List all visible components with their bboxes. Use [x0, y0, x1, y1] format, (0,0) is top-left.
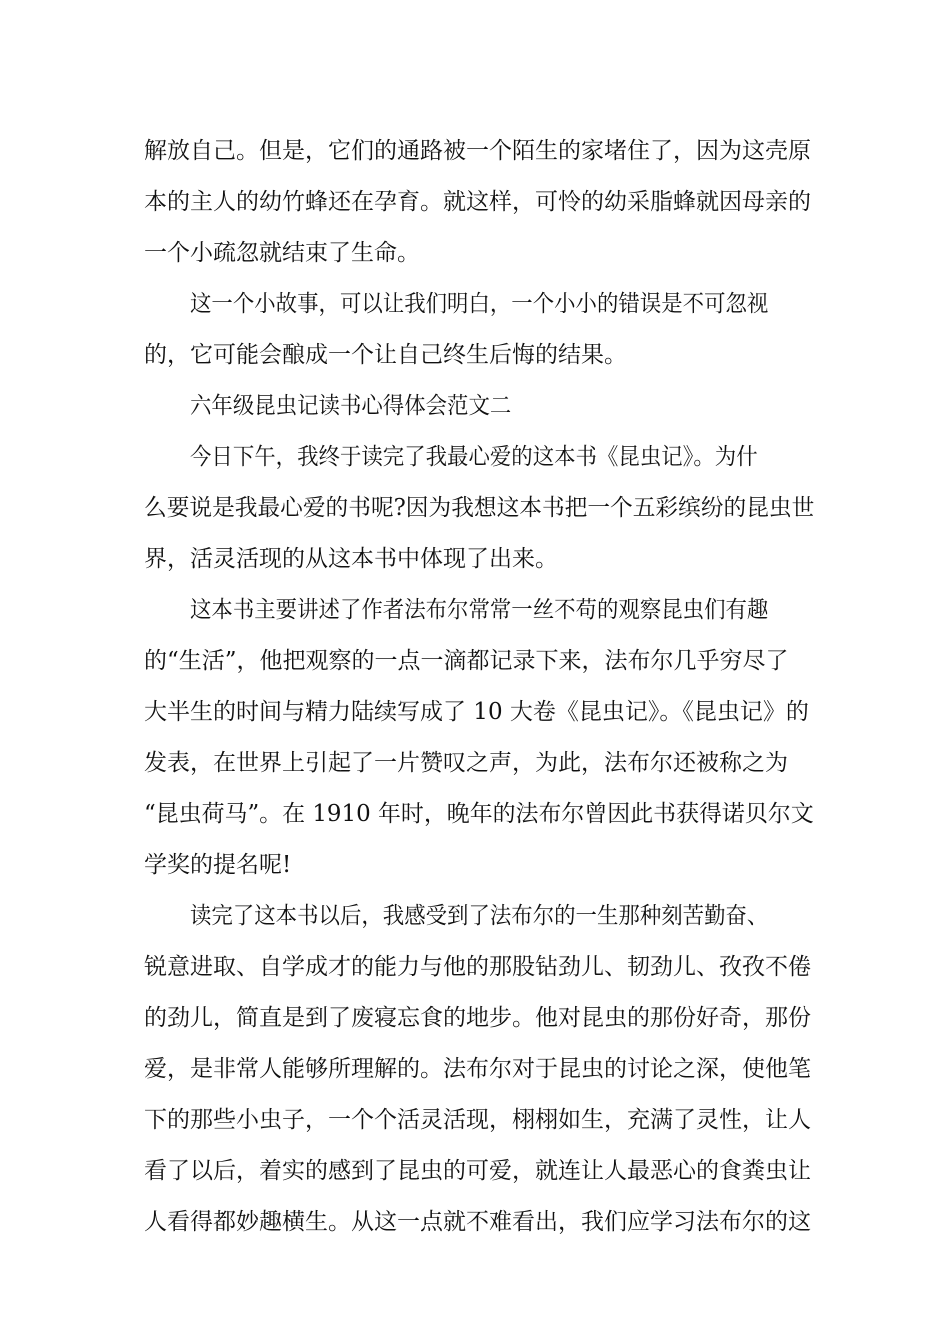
- text-line: 发表，在世界上引起了一片赞叹之声，为此，法布尔还被称之为: [144, 750, 788, 776]
- text-line: 今日下午，我终于读完了我最心爱的这本书《昆虫记》。为什: [190, 444, 758, 470]
- text-line: 人看得都妙趣横生。从这一点就不难看出，我们应学习法布尔的这: [144, 1209, 811, 1235]
- text-line: 本的主人的幼竹蜂还在孕育。就这样，可怜的幼采脂蜂就因母亲的: [144, 189, 811, 215]
- text-line: 读完了这本书以后，我感受到了法布尔的一生那种刻苦勤奋、: [190, 903, 769, 929]
- text-line: 的劲儿，简直是到了废寝忘食的地步。他对昆虫的那份好奇，那份: [144, 1005, 811, 1031]
- text-line: 解放自己。但是，它们的通路被一个陌生的家堵住了，因为这壳原: [144, 138, 811, 164]
- text-line: 看了以后，着实的感到了昆虫的可爱，就连让人最恶心的食粪虫让: [144, 1158, 811, 1184]
- section-heading: 六年级昆虫记读书心得体会范文二: [190, 393, 512, 419]
- text-line: 么要说是我最心爱的书呢?因为我想这本书把一个五彩缤纷的昆虫世: [144, 495, 815, 521]
- text-line: 这本书主要讲述了作者法布尔常常一丝不苟的观察昆虫们有趣: [190, 597, 769, 623]
- text-line: 的，它可能会酿成一个让自己终生后悔的结果。: [144, 342, 627, 368]
- text-line: 的“生活”，他把观察的一点一滴都记录下来，法布尔几乎穷尽了: [144, 648, 789, 674]
- text-line: 一个小疏忽就结束了生命。: [144, 240, 420, 266]
- text-line: 这一个小故事，可以让我们明白，一个小小的错误是不可忽视: [190, 291, 769, 317]
- text-line: 锐意进取、自学成才的能力与他的那股钻劲儿、韧劲儿、孜孜不倦: [144, 954, 811, 980]
- text-line: “昆虫荷马”。在 1910 年时，晚年的法布尔曾因此书获得诺贝尔文: [144, 801, 814, 827]
- text-line: 大半生的时间与精力陆续写成了 10 大卷《昆虫记》。《昆虫记》的: [144, 699, 809, 725]
- text-line: 下的那些小虫子，一个个活灵活现，栩栩如生，充满了灵性，让人: [144, 1107, 811, 1133]
- text-line: 界，活灵活现的从这本书中体现了出来。: [144, 546, 558, 572]
- text-line: 爱，是非常人能够所理解的。法布尔对于昆虫的讨论之深，使他笔: [144, 1056, 811, 1082]
- text-line: 学奖的提名呢!: [144, 852, 292, 878]
